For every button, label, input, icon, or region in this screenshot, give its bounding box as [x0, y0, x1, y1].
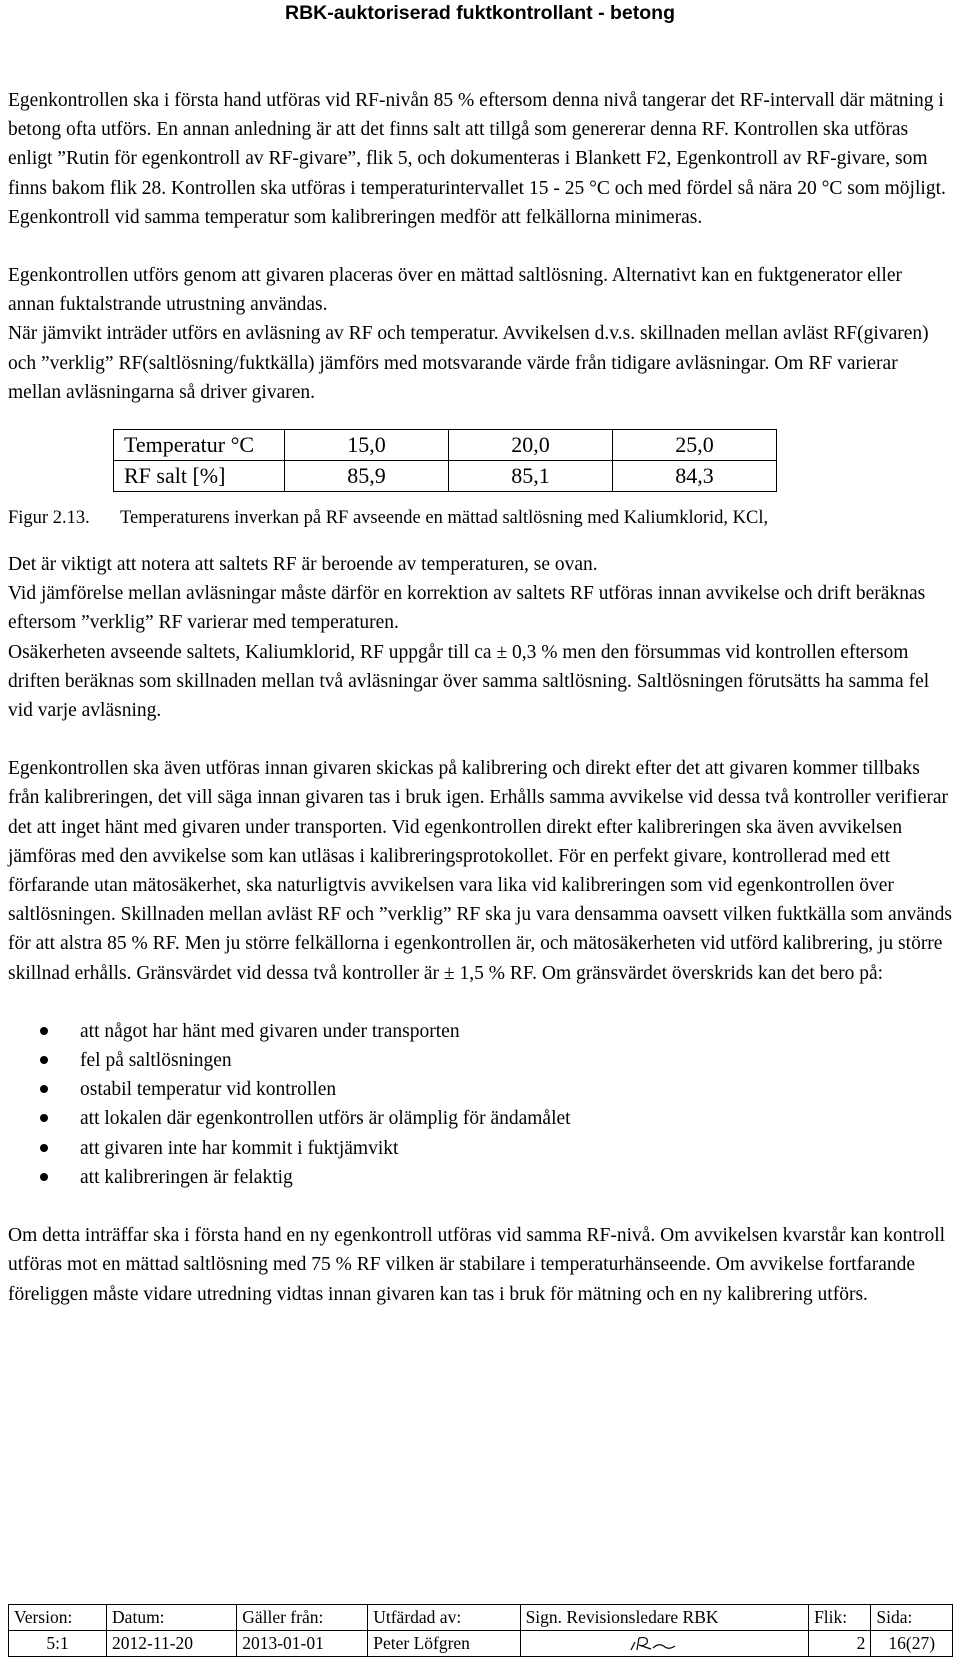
paragraph: Egenkontrollen utförs genom att givaren placeras över en mättad saltlösning. Alternativt kan en fuktgenerator eller annan fuktalstrande utrustning användas. — [8, 265, 902, 316]
document-footer — [8, 1604, 953, 1657]
list-item-text: att lokalen där egenkontrollen utförs är olämplig för ändamålet — [80, 1108, 571, 1130]
table-cell: 85,9 — [285, 461, 449, 492]
footer-header-cell: Gäller från: — [237, 1605, 368, 1631]
list-item — [8, 1075, 953, 1104]
table-row — [114, 430, 777, 461]
table-cell: 15,0 — [285, 430, 449, 461]
revision-table — [8, 1604, 953, 1657]
footer-header-cell: Utfärdad av: — [368, 1605, 520, 1631]
table-row — [114, 461, 777, 492]
paragraph: Osäkerheten avseende saltets, Kaliumklorid, RF uppgår till ca ± 0,3 % men den försummas vid kontrollen eftersom driften beräknas som skillnaden mellan två avläsningar över samma saltlösning. Saltlösningen förutsätts ha samma fel vid varje avläsning. — [8, 641, 930, 722]
list-item — [8, 1163, 953, 1192]
footer-header-row — [9, 1605, 953, 1631]
paragraph: Egenkontrollen ska även utföras innan givaren skickas på kalibrering och direkt efter det att givaren kommer tillbaks från kalibreringen, det vill säga innan givaren tas i bruk igen. Erhålls samma avvikelse vid dessa två kontroller verifierar det att inget hänt med givaren under transporten. Vid egenkontrollen direkt efter kalibreringen ska även avvikelsen jämföras med den avvikelse som kan utläsas i kalibreringsprotokollet. För en perfekt givare, kontrollerad med ett förfarande utan mätosäkerhet, ska naturligtvis avvikelsen vara lika vid kalibreringen som vid egenkontrollen över saltlösningen. Skillnaden mellan avläst RF och ”verklig” RF ska ju vara densamma oavsett vilken fuktkälla som används för att alstra 85 % RF. Men ju större felkällorna i egenkontrollen är, och mätosäkerheten vid utförd kalibrering, ju större skillnad erhålls. Gränsvärdet vid dessa två kontroller är ± 1,5 % RF. Om gränsvärdet överskrids kan det bero på: — [8, 758, 952, 984]
table-cell: 85,1 — [449, 461, 613, 492]
footer-value-row — [9, 1631, 953, 1657]
paragraph: Om detta inträffar ska i första hand en ny egenkontroll utföras vid samma RF-nivå. Om avvikelsen kvarstår kan kontroll utföras mot en mättad saltlösning med 75 % RF vilken är stabilare i temperaturhänseende. Om avvikelse fortfarande föreliggen måste vidare utredning vidtas innan givaren kan tas i bruk för mätning och en ny kalibrering utförs. — [8, 1225, 946, 1305]
list-item — [8, 1104, 953, 1133]
paragraph: Egenkontrollen ska i första hand utföras vid RF-nivån 85 % eftersom denna nivå tangerar det RF-intervall där mätning i betong ofta utförs. En annan anledning är att det finns salt att tillgå som genererar denna RF. Kontrollen ska utföras enligt ”Rutin för egenkontroll av RF-givare”, flik 5, och dokumenteras i Blankett F2, Egenkontroll av RF-givare, som finns bakom flik 28. Kontrollen ska utföras i temperaturintervallet 15 - 25 °C och med fördel så nära 20 °C som möjligt. Egenkontroll vid samma temperatur som kalibreringen medför att felkällorna minimeras. — [8, 90, 946, 228]
footer-header-cell: Sign. Revisionsledare RBK — [520, 1605, 809, 1631]
figure-caption — [8, 504, 953, 532]
figure-caption-text: Temperaturens inverkan på RF avseende en mättad saltlösning med Kaliumklorid, KCl, — [120, 508, 769, 529]
paragraph: Det är viktigt att notera att saltets RF är beroende av temperaturen, se ovan. — [8, 554, 598, 576]
bullet-icon — [40, 1085, 48, 1093]
page-header: RBK-auktoriserad fuktkontrollant - betong — [284, 2, 675, 24]
page-value: 16(27) — [871, 1631, 953, 1657]
footer-header-cell: Flik: — [809, 1605, 871, 1631]
list-item — [8, 1017, 953, 1046]
list-item — [8, 1134, 953, 1163]
tab-value: 2 — [809, 1631, 871, 1657]
list-item-text: att något har hänt med givaren under transporten — [80, 1020, 460, 1042]
row-label: Temperatur °C — [114, 430, 285, 461]
bullet-icon — [40, 1144, 48, 1152]
table-cell: 25,0 — [613, 430, 777, 461]
footer-header-cell: Datum: — [107, 1605, 237, 1631]
cause-list — [8, 1017, 953, 1192]
list-item — [8, 1046, 953, 1075]
paragraph: Vid jämförelse mellan avläsningar måste därför en korrektion av saltets RF utföras innan avvikelse och drift beräknas eftersom ”verklig” RF varierar med temperaturen. — [8, 583, 926, 634]
list-item-text: att kalibreringen är felaktig — [80, 1166, 293, 1188]
bullet-icon — [40, 1114, 48, 1122]
bullet-icon — [40, 1173, 48, 1181]
table-cell: 84,3 — [613, 461, 777, 492]
valid-from-value: 2013-01-01 — [237, 1631, 368, 1657]
footer-header-cell: Version: — [9, 1605, 107, 1631]
document-body — [8, 86, 953, 1309]
list-item-text: fel på saltlösningen — [80, 1050, 232, 1072]
bullet-icon — [40, 1056, 48, 1064]
table-cell: 20,0 — [449, 430, 613, 461]
issued-by-value: Peter Löfgren — [368, 1631, 520, 1657]
salt-rf-table — [113, 429, 777, 492]
list-item-text: att givaren inte har kommit i fuktjämvikt — [80, 1137, 399, 1159]
signature-cell — [520, 1631, 809, 1657]
row-label: RF salt [%] — [114, 461, 285, 492]
version-value: 5:1 — [9, 1631, 107, 1657]
footer-header-cell: Sida: — [871, 1605, 953, 1631]
bullet-icon — [40, 1027, 48, 1035]
date-value: 2012-11-20 — [107, 1631, 237, 1657]
list-item-text: ostabil temperatur vid kontrollen — [80, 1079, 337, 1101]
figure-number: Figur 2.13. — [8, 508, 90, 529]
signature-icon — [629, 1634, 677, 1654]
paragraph: När jämvikt inträder utförs en avläsning av RF och temperatur. Avvikelsen d.v.s. skillnaden mellan avläst RF(givaren) och ”verklig” RF(saltlösning/fuktkälla) jämförs med motsvarande värde från tidigare avläsningar. Om RF varierar mellan avläsningarna så driver givaren. — [8, 323, 929, 403]
